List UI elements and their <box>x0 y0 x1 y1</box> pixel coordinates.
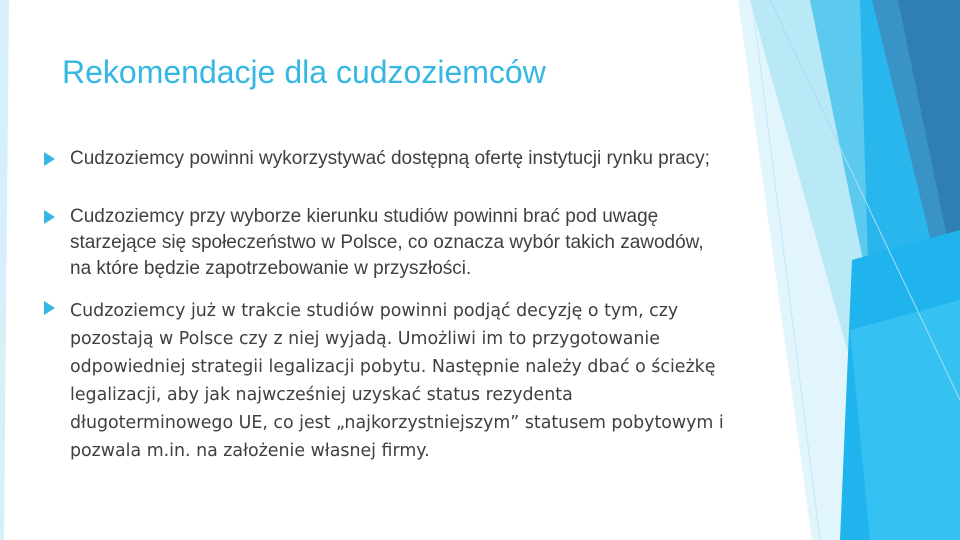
left-facet <box>0 0 9 540</box>
bullet-arrow-icon <box>44 152 55 166</box>
bullet-arrow-icon <box>44 210 55 224</box>
bullet-arrow-icon <box>44 301 55 315</box>
slide-title: Rekomendacje dla cudzoziemców <box>62 54 546 90</box>
bullet-text: Cudzoziemcy już w trakcie studiów powinni podjąć decyzję o tym, czy pozostają w Polsce czy z niej wyjadą. Umożliwi im to przygotowanie odpowiedniej strategii legalizacji pobytu. Następnie należy dbać o ścieżkę legalizacji, aby jak najwcześniej uzyskać status rezydenta długoterminowego UE, co jest „najkorzystniejszym” statusem pobytowym i pozwala m.in. na założenie własnej firmy. <box>70 301 724 461</box>
bullet-text: Cudzoziemcy powinni wykorzystywać dostępną ofertę instytucji rynku pracy; <box>70 148 710 169</box>
bullet-text: Cudzoziemcy przy wyborze kierunku studiów powinni brać pod uwagę starzejące się społeczeństwo w Polsce, co oznacza wybór takich zawodów, na które będzie zapotrzebowanie w przyszłości. <box>70 206 704 279</box>
